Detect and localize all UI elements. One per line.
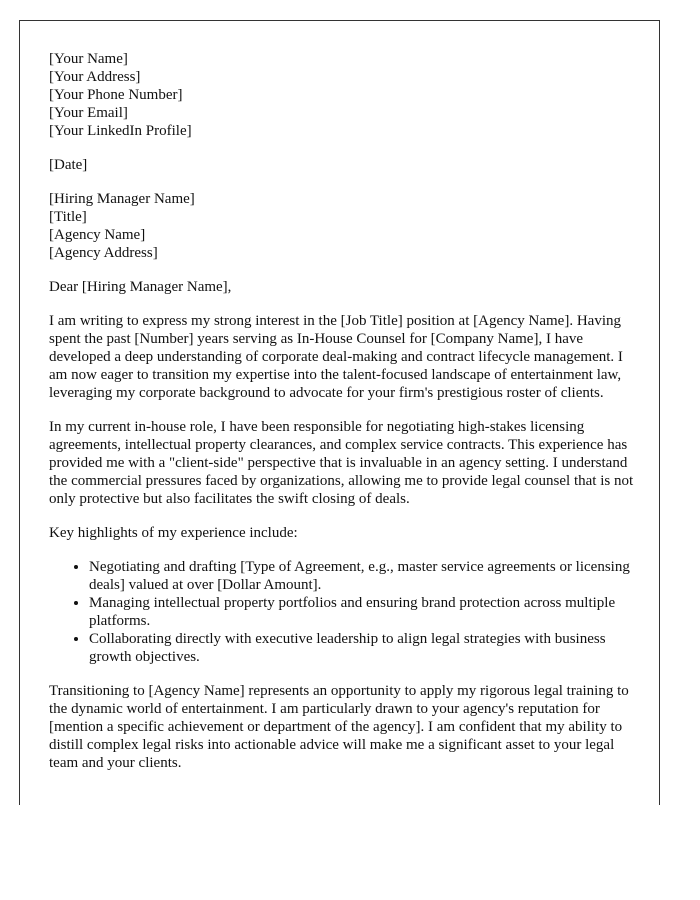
sender-block [49,50,641,140]
highlights-intro: Key highlights of my experience include: [49,525,298,541]
recipient-block [49,190,641,262]
letter-page [19,20,660,805]
list-item: • Collaborating directly with executive leadership to align legal strategies with business growth objectives. [89,630,641,666]
sender-address: [Your Address] [49,69,141,85]
recipient-agency: [Agency Name] [49,227,146,243]
list-item: • Negotiating and drafting [Type of Agreement, e.g., master service agreements or licensing deals] valued at over [Dollar Amount]. [89,558,641,594]
recipient-address: [Agency Address] [49,245,158,261]
recipient-name: [Hiring Manager Name] [49,191,195,207]
highlights-list [49,558,641,666]
recipient-title: [Title] [49,209,87,225]
sender-name: [Your Name] [49,51,128,67]
body-paragraph-experience: In my current in-house role, I have been responsible for negotiating high-stakes licensing agreements, intellectual property clearances, and complex service contracts. This experience has provided me with a "client-side" perspective that is invaluable in an agency setting. I understand the commercial pressures faced by organizations, allowing me to provide legal counsel that is not only protective but also facilitates the swift closing of deals. [49,419,634,507]
sender-phone: [Your Phone Number] [49,87,183,103]
body-paragraph-closing: Transitioning to [Agency Name] represents an opportunity to apply my rigorous legal training to the dynamic world of entertainment. I am particularly drawn to your agency's reputation for [mention a specific achievement or department of the agency]. I am confident that my ability to distill complex legal risks into actionable advice will make me a significant asset to your legal team and your clients. [49,683,629,771]
date-block [49,156,641,174]
letter-content [49,50,641,788]
salutation: Dear [Hiring Manager Name], [49,279,232,295]
list-item: • Managing intellectual property portfolios and ensuring brand protection across multiple platforms. [89,594,641,630]
letter-date: [Date] [49,157,88,173]
sender-linkedin: [Your LinkedIn Profile] [49,123,192,139]
body-paragraph-intro: I am writing to express my strong interest in the [Job Title] position at [Agency Name]. Having spent the past [Number] years serving as In-House Counsel for [Company Name], I have developed a deep understanding of corporate deal-making and contract lifecycle management. I am now eager to transition my expertise into the talent-focused landscape of entertainment law, leveraging my corporate background to advocate for your firm's prestigious roster of clients. [49,313,623,401]
sender-email: [Your Email] [49,105,128,121]
